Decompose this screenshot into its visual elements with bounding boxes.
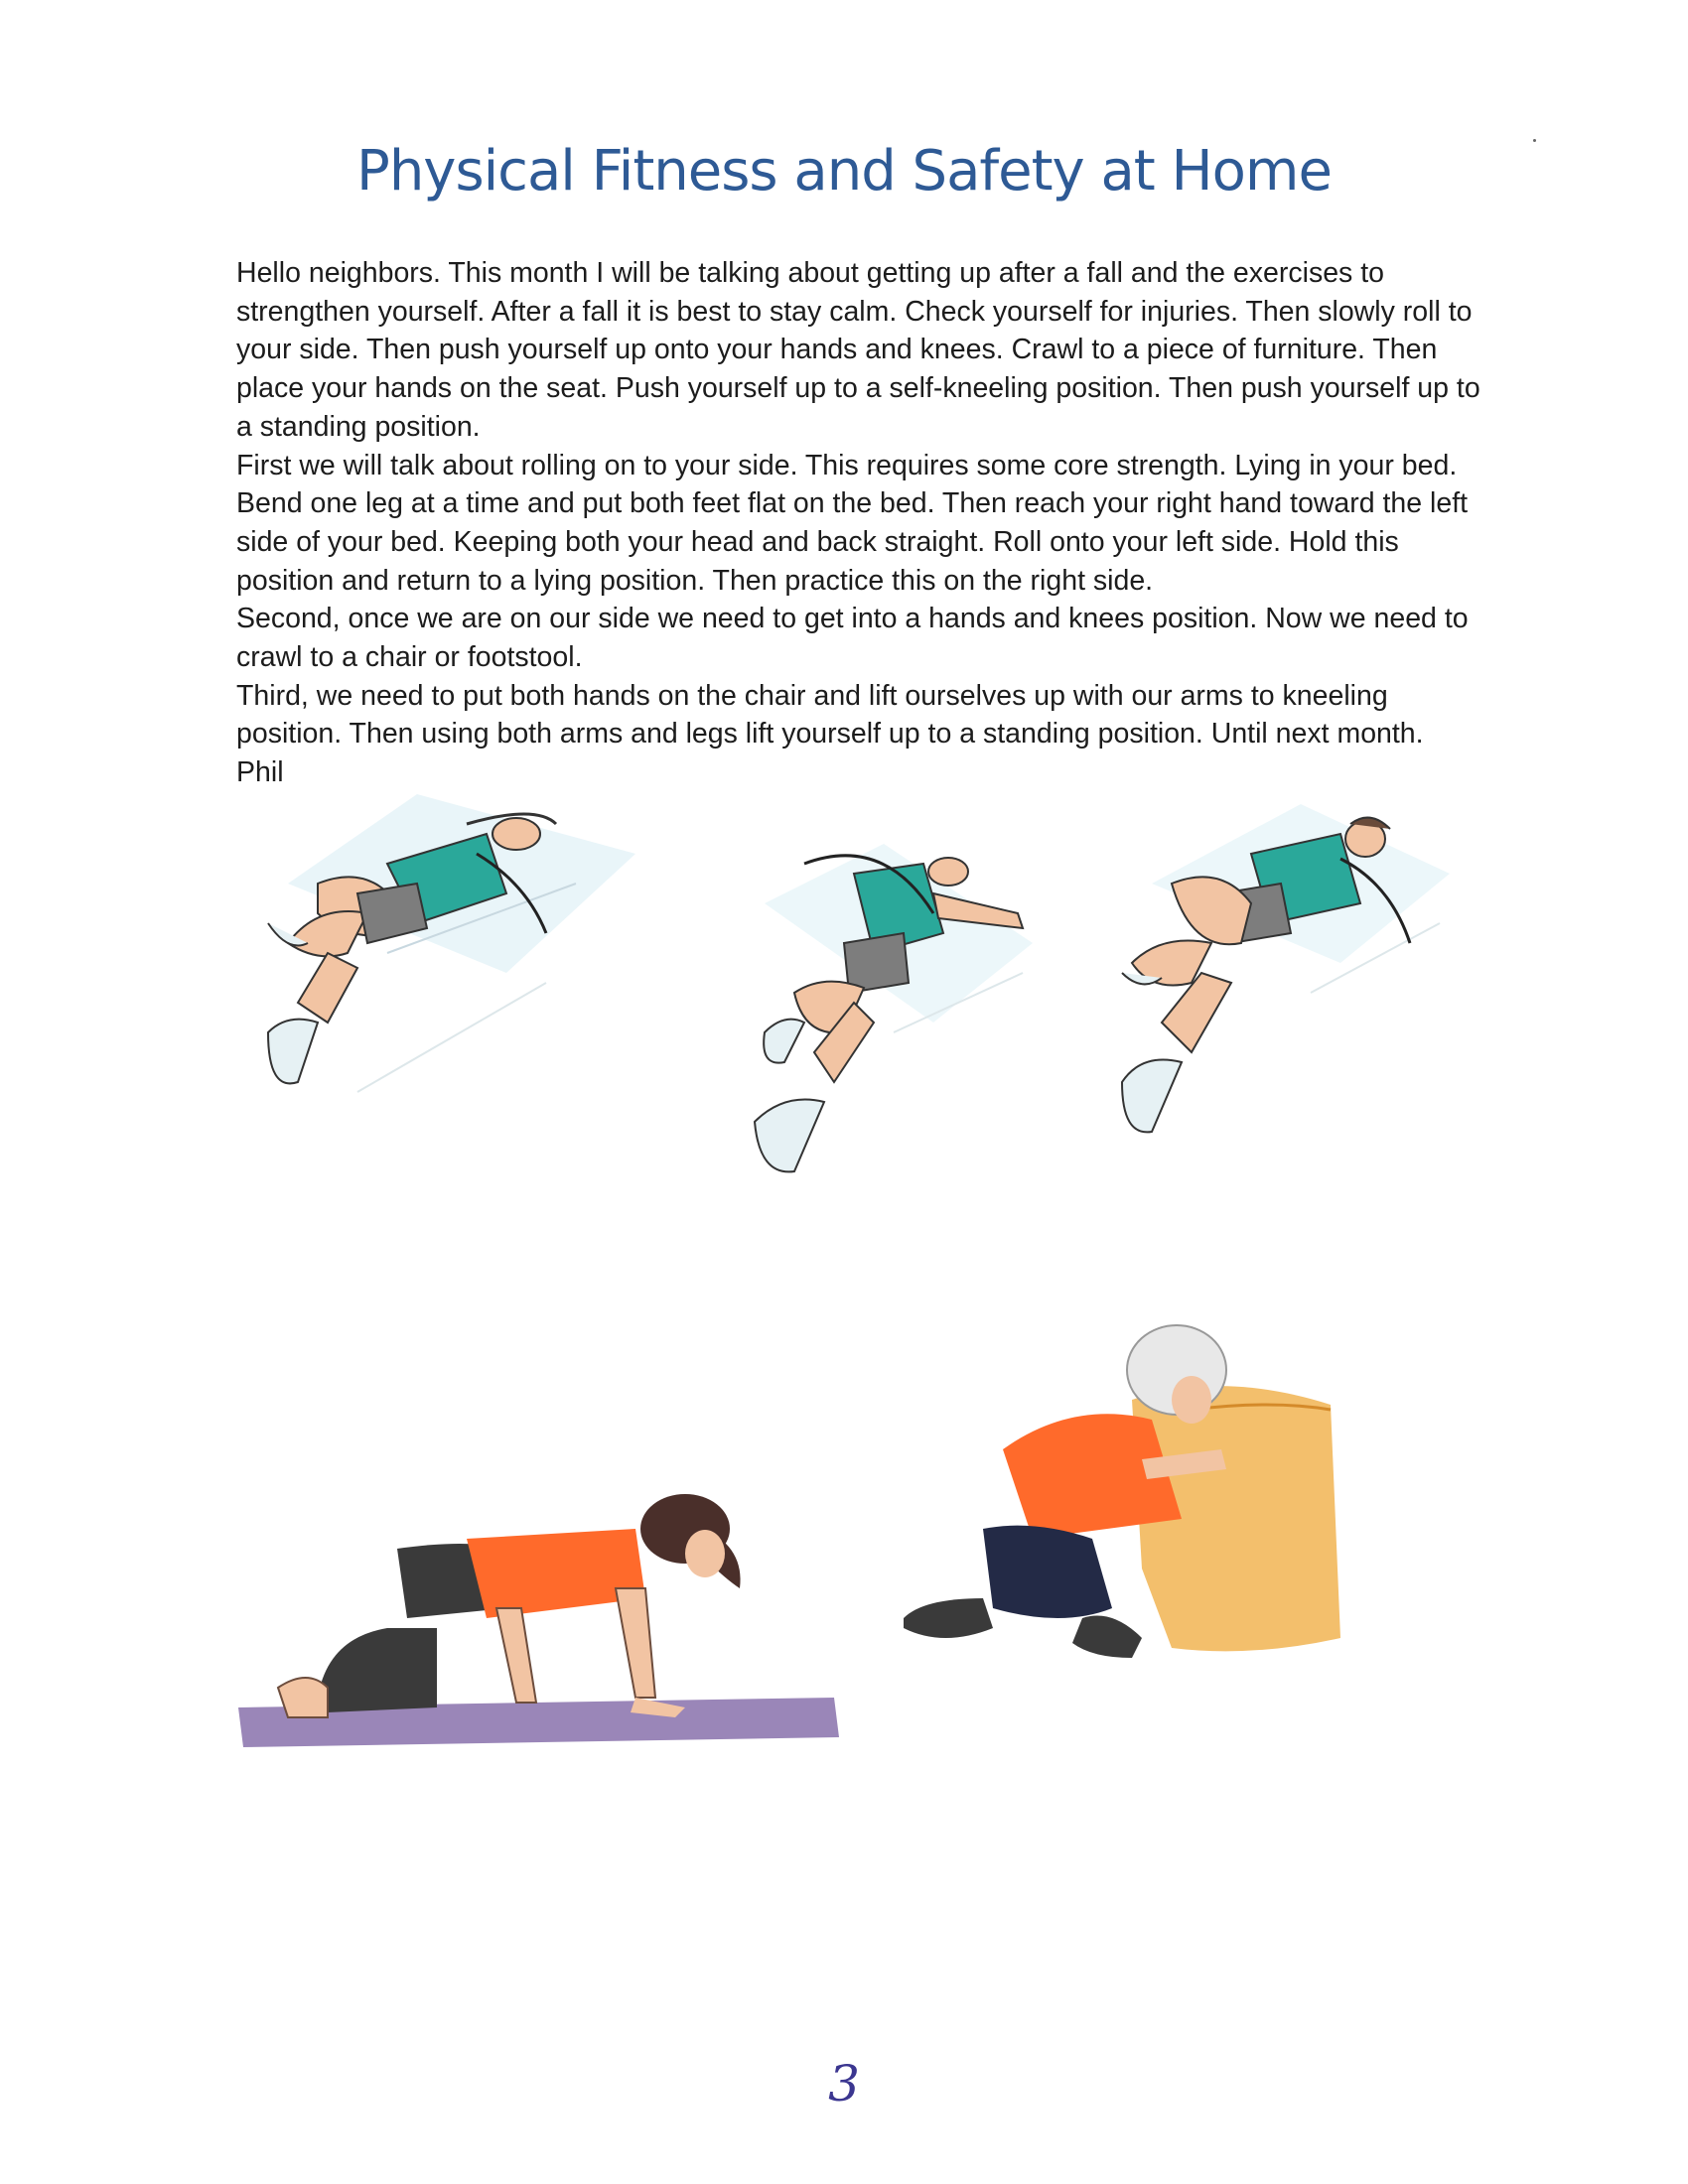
article-body xyxy=(236,254,1497,792)
rolling-illustration-2 xyxy=(735,824,1072,1191)
scan-speck xyxy=(1533,139,1536,142)
page-number: 3 xyxy=(828,2055,860,2113)
rolling-illustration-1 xyxy=(248,794,665,1142)
page-title: Physical Fitness and Safety at Home xyxy=(356,139,1332,204)
paragraph-rolling: First we will talk about rolling on to your side. This requires some core strength. Lying in your bed. Bend one leg at a time and put both feet flat on the bed. Then reach your right hand toward the left side of your bed. Keeping both your head and back straight. Roll onto your left side. Hold this position and return to a lying position. Then practice this on the right side. xyxy=(236,449,1469,597)
rolling-illustration-3 xyxy=(1112,804,1489,1161)
paragraph-intro: Hello neighbors. This month I will be talking about getting up after a fall and the exercises to strengthen yourself. After a fall it is best to stay calm. Check yourself for injuries. Then slowly roll to your side. Then push yourself up onto your hands and knees. Crawl to a piece of furniture. Then place your hands on the seat. Push yourself up to a self-kneeling position. Then push yourself up to a standing position. xyxy=(236,257,1480,443)
paragraph-third: Third, we need to put both hands on the chair and lift ourselves up with our arms to kneeling position. Then using both arms and legs lift yourself up to a standing position. Until next month. xyxy=(236,679,1424,751)
paragraph-second: Second, once we are on our side we need to get into a hands and knees position. Now we need to crawl to a chair or footstool. xyxy=(236,603,1469,674)
kneeling-at-chair-illustration xyxy=(894,1310,1360,1678)
signature-name: Phil xyxy=(236,756,284,789)
hands-and-knees-illustration xyxy=(238,1469,854,1807)
